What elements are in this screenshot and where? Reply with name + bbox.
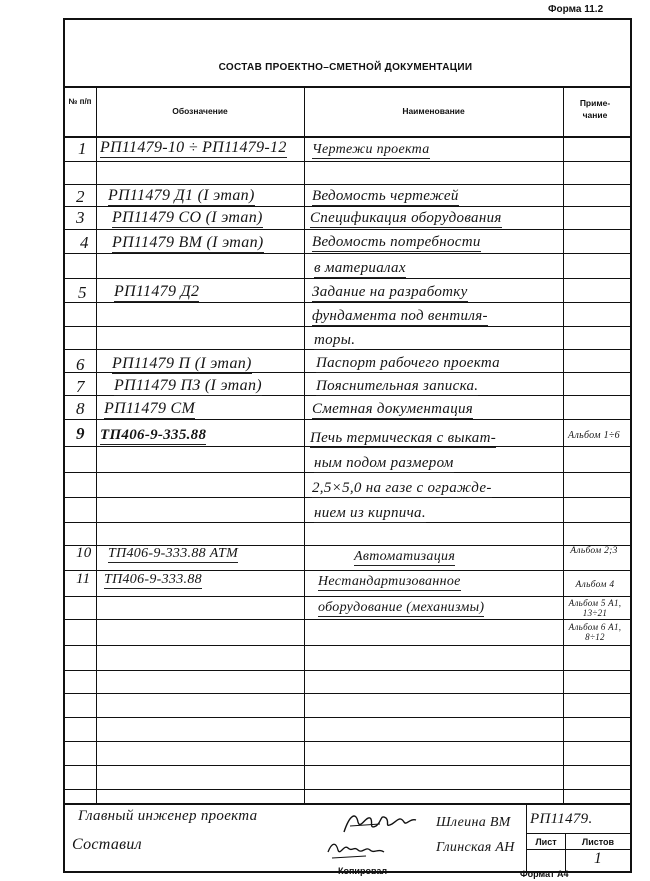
table-row-rule [63, 741, 630, 742]
row-name: Задание на разработку [312, 284, 468, 300]
table-row-rule [63, 596, 630, 597]
chief-engineer-label: Главный инженер проекта [78, 808, 258, 824]
table-row-rule [63, 789, 630, 790]
row-designation: ТП406-9-333.88 АТМ [108, 546, 239, 561]
row-designation: ТП406-9-335.88 [100, 427, 207, 443]
row-name: Спецификация оборудования [310, 210, 502, 226]
column-header-note: Приме- чание [579, 98, 611, 120]
row-num: 7 [76, 377, 85, 396]
row-num: 4 [80, 233, 89, 252]
table-row-rule [63, 278, 630, 279]
column-header-name: Наименование [402, 106, 465, 116]
table-row-rule [63, 570, 630, 571]
row-name: торы. [314, 332, 356, 348]
sheet-label: Лист [535, 837, 557, 847]
row-name: Ведомость потребности [312, 234, 481, 250]
row-name: Печь термическая с выкат- [310, 430, 497, 446]
row-name: в материалах [314, 260, 406, 276]
row-note: Альбом 2;3 [570, 546, 618, 556]
row-designation: РП11479 ВМ (I этап) [112, 234, 264, 251]
copied-label: Копировал [338, 866, 388, 876]
row-designation: РП11479 СМ [104, 400, 196, 417]
row-name: Ведомость чертежей [312, 188, 459, 204]
row-designation: РП11479 Д1 (I этап) [108, 187, 255, 204]
row-name: Сметная документация [312, 401, 474, 417]
table-row-rule [63, 302, 630, 303]
row-num: 1 [78, 139, 87, 158]
row-note: Альбом 6 А1, 8÷12 [568, 622, 622, 642]
row-note: Альбом 4 [575, 580, 615, 590]
row-name: Пояснительная записка. [316, 378, 479, 394]
table-row-rule [63, 184, 630, 185]
row-num: 11 [76, 571, 91, 587]
compiled-by-label: Составил [72, 836, 142, 853]
row-name: нием из кирпича. [314, 505, 426, 521]
table-row-rule [63, 419, 630, 420]
table-row-rule [63, 717, 630, 718]
row-designation: РП11479 Д2 [114, 283, 200, 300]
row-num: 8 [76, 399, 85, 418]
compiler-name: Глинская АН [436, 840, 515, 855]
row-name: Автоматизация [354, 549, 456, 564]
table-row-rule [63, 693, 630, 694]
row-name: Чертежи проекта [312, 142, 430, 157]
table-row-rule [63, 253, 630, 254]
table-row-rule [63, 619, 630, 620]
document-code: РП11479. [530, 811, 593, 827]
row-name: оборудование (механизмы) [318, 600, 485, 615]
chief-signature [340, 808, 420, 838]
row-num: 9 [76, 424, 85, 443]
sheets-value: 1 [593, 850, 603, 867]
column-header-designation: Обозначение [172, 106, 228, 116]
row-num: 6 [76, 355, 85, 374]
row-designation: РП11479 СО (I этап) [112, 209, 263, 226]
table-row-rule [63, 670, 630, 671]
row-note: Альбом 5 А1, 13÷21 [568, 598, 622, 618]
row-num: 10 [76, 545, 92, 561]
document-title: СОСТАВ ПРОЕКТНО–СМЕТНОЙ ДОКУМЕНТАЦИИ [218, 62, 473, 73]
table-row-rule [63, 206, 630, 207]
table-row-rule [63, 161, 630, 162]
row-designation: РП11479 П (I этап) [112, 355, 252, 372]
row-name: Нестандартизованное [318, 574, 461, 589]
row-num: 3 [76, 208, 85, 227]
chief-engineer-name: Шлеина ВМ [436, 815, 511, 830]
row-designation: РП11479-10 ÷ РП11479-12 [100, 139, 287, 156]
table-row-rule [63, 326, 630, 327]
row-note: Альбом 1÷6 [568, 430, 620, 441]
table-row-rule [63, 229, 630, 230]
row-name: фундамента под вентиля- [312, 308, 488, 324]
row-name: Паспорт рабочего проекта [316, 355, 500, 371]
compiler-signature [326, 836, 386, 862]
table-row-rule [63, 765, 630, 766]
format-label: Формат А4 [520, 869, 569, 879]
row-designation: ТП406-9-333.88 [104, 572, 202, 587]
row-designation: РП11479 ПЗ (I этап) [114, 377, 262, 394]
column-header-num: № п/п [68, 97, 92, 106]
row-num: 5 [78, 283, 87, 302]
form-label: Форма 11.2 [548, 4, 604, 15]
row-name: ным подом размером [314, 455, 454, 471]
row-name: 2,5×5,0 на газе с огражде- [312, 480, 492, 496]
sheets-label: Листов [581, 837, 615, 847]
table-row-rule [63, 645, 630, 646]
row-num: 2 [76, 187, 85, 206]
